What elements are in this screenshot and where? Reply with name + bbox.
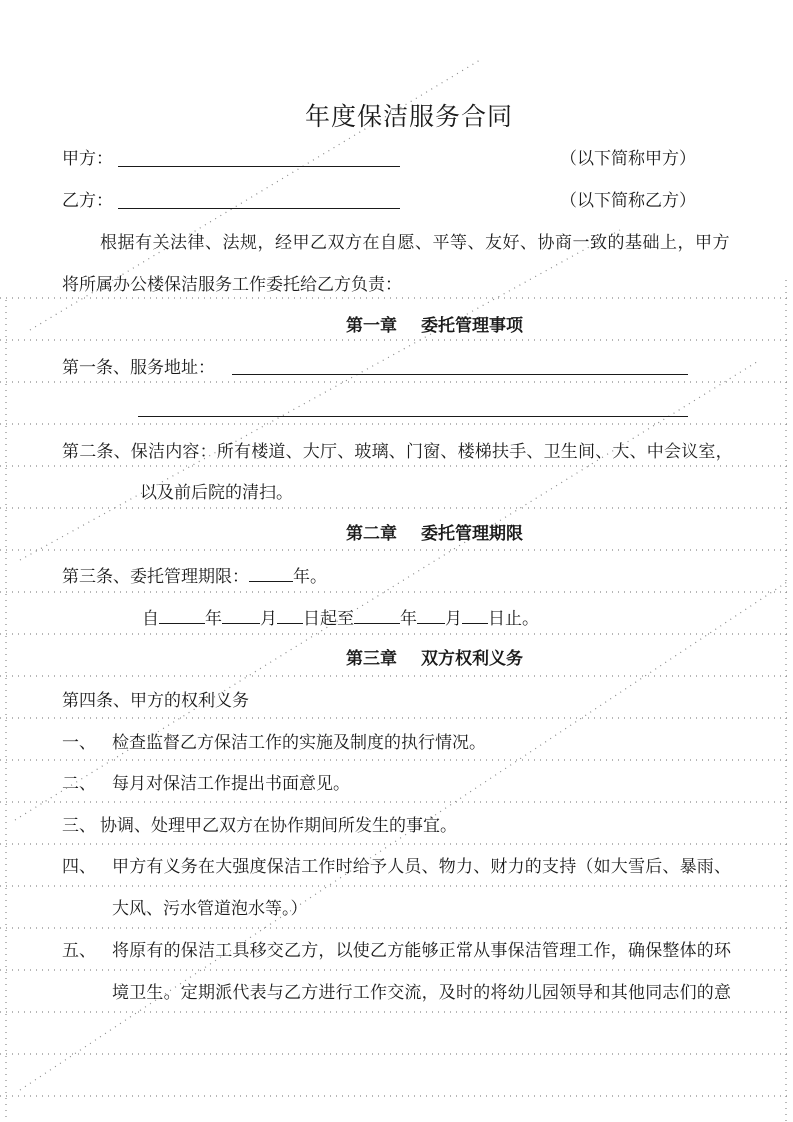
item-5-line-2: 境卫生。定期派代表与乙方进行工作交流，及时的将幼儿园领导和其他同志们的意 [112,983,732,1003]
chapter-3-number: 第三章 [346,649,397,669]
end-day-blank [462,607,488,624]
article-3-suffix: 年。 [293,567,327,587]
start-day-blank [277,607,303,624]
day-to-label: 日止。 [488,609,539,629]
start-year-blank [159,607,205,624]
article-3-term [62,565,327,588]
service-address-blank [232,374,688,375]
article-2-line-2: 以及前后院的清扫。 [140,483,293,503]
service-address-blank-2 [138,416,688,417]
item-3-number: 三、 [62,816,96,836]
year-label-2: 年 [400,609,417,629]
party-a-blank [118,166,400,167]
chapter-2-number: 第二章 [346,524,397,544]
chapter-1-number: 第一章 [346,316,397,336]
item-5-line-1: 将原有的保洁工具移交乙方，以使乙方能够正常从事保洁管理工作，确保整体的环 [112,941,732,961]
article-3-prefix: 第三条、委托管理期限： [62,567,249,587]
item-1-text: 检查监督乙方保洁工作的实施及制度的执行情况。 [112,733,486,753]
from-label: 自 [142,609,159,629]
chapter-3-heading [346,648,523,670]
item-2-text: 每月对保洁工作提出书面意见。 [112,774,350,794]
month-label-2: 月 [445,609,462,629]
item-3-text: 协调、处理甲乙双方在协作期间所发生的事宜。 [100,816,457,836]
item-4-line-2: 大风、污水管道泡水等。） [112,899,308,919]
year-label: 年 [205,609,222,629]
article-1-label: 第一条、服务地址： [62,358,215,378]
party-a-note: （以下简称甲方） [560,149,696,169]
start-month-blank [222,607,260,624]
party-b-label: 乙方： [62,191,113,211]
item-1-number: 一、 [62,733,96,753]
intro-line-1: 根据有关法律、法规，经甲乙双方在自愿、平等、友好、协商一致的基础上，甲方 [100,233,730,253]
end-month-blank [417,607,445,624]
intro-line-2: 将所属办公楼保洁服务工作委托给乙方负责： [62,275,402,295]
end-year-blank [354,607,400,624]
item-4-line-1: 甲方有义务在大强度保洁工作时给予人员、物力、财力的支持（如大雪后、暴雨、 [112,857,732,877]
chapter-2-name: 委托管理期限 [421,524,523,544]
item-4-number: 四、 [62,857,96,877]
document-title: 年度保洁服务合同 [305,102,514,131]
chapter-3-name: 双方权利义务 [421,649,523,669]
party-b-note: （以下简称乙方） [560,191,696,211]
article-4-title: 第四条、甲方的权利义务 [62,691,249,711]
chapter-1-name: 委托管理事项 [421,316,523,336]
party-a-label: 甲方： [62,149,113,169]
item-2-number: 二、 [62,774,96,794]
party-b-blank [118,208,400,209]
article-3-dates [142,607,539,630]
day-from-label: 日起至 [303,609,354,629]
item-5-number: 五、 [62,941,96,961]
term-years-blank [249,565,293,582]
chapter-2-heading [346,523,523,545]
month-label: 月 [260,609,277,629]
article-2-line-1: 第二条、保洁内容：所有楼道、大厅、玻璃、门窗、楼梯扶手、卫生间、大、中会议室， [62,442,733,462]
chapter-1-heading [346,315,523,337]
